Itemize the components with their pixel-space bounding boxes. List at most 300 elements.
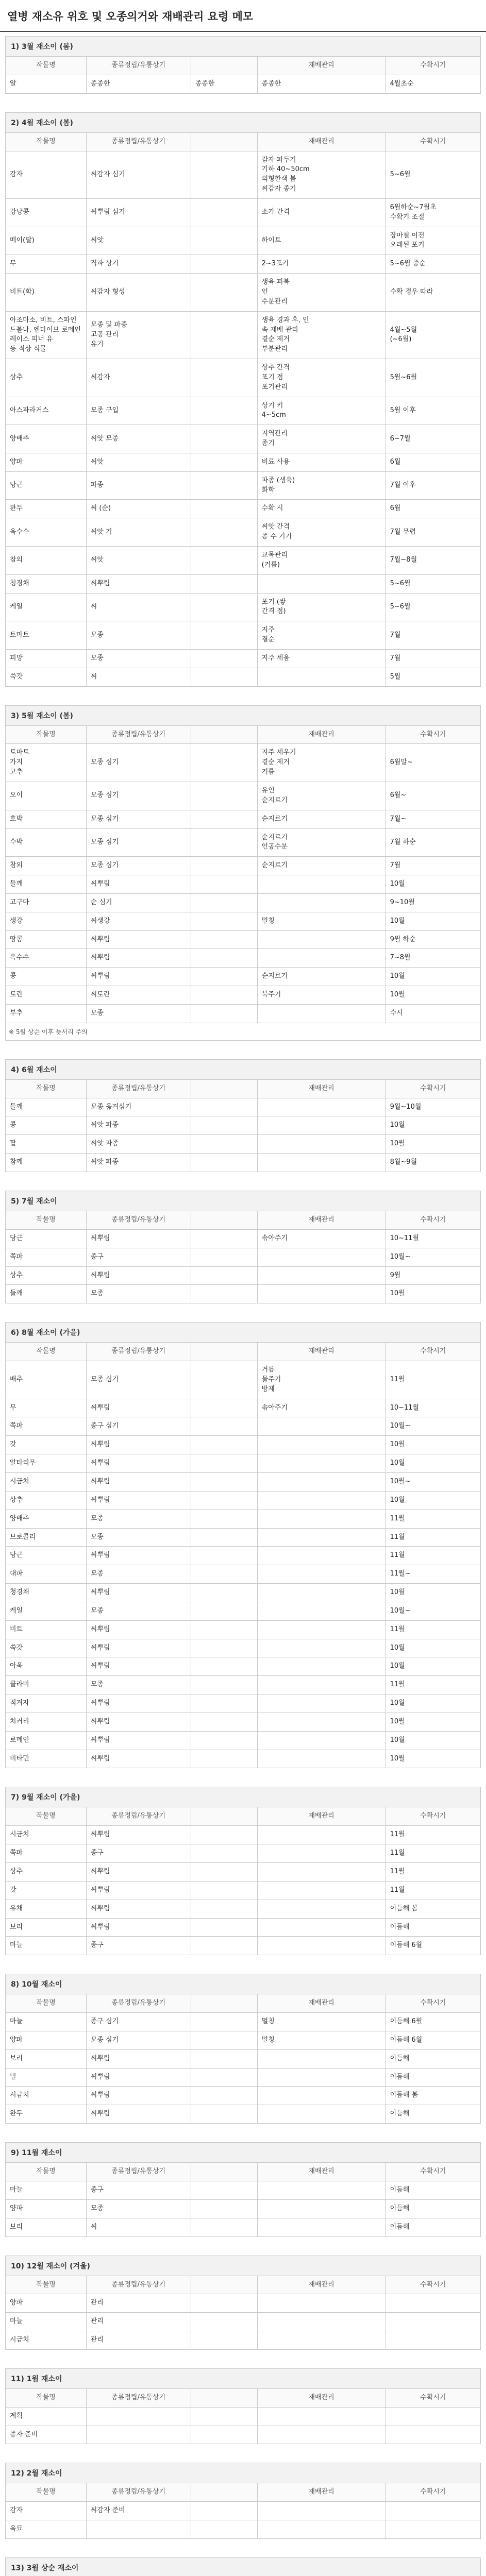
table-cell: 파종 [86,471,191,500]
column-header: 재배관리 [257,1079,386,1098]
table-cell: 5~6월 [386,593,480,621]
table-cell: 종구 [86,1248,191,1266]
table-cell: 이듬해 [386,1918,480,1937]
column-header: 작물명 [6,1343,87,1361]
table-cell [191,2068,257,2087]
column-header: 재배관리 [257,57,386,75]
table-row [6,1266,481,1285]
table-row [6,453,481,471]
table-cell: 모종 구입 [86,397,191,425]
table-cell: 이듬해 [386,2105,480,2124]
crop-name-cell: 참외 [6,857,87,875]
table-cell [191,1918,257,1937]
table-cell [257,1135,386,1154]
column-header: 종류정립/유통상기 [86,57,191,75]
crop-name-cell: 무 [6,255,87,274]
crop-name-cell: 치커리 [6,1713,87,1731]
table-row [6,1694,481,1713]
table-cell: 씨뿌림 [86,1472,191,1491]
table-cell: 하이트 [257,227,386,255]
section [5,1974,481,2124]
section-table [5,1807,481,1955]
table-row [6,151,481,198]
table-cell: 씨뿌림 [86,1436,191,1454]
column-header: 종류정립/유통상기 [86,2388,191,2407]
table-cell [386,2407,480,2426]
table-cell [191,668,257,686]
table-row [6,359,481,397]
table-cell [191,1547,257,1565]
table-row [6,1918,481,1937]
table-cell [191,986,257,1005]
table-cell [191,621,257,650]
table-cell [191,2426,257,2444]
table-cell: 씨앗 [86,453,191,471]
table-cell [191,1694,257,1713]
table-cell: 11월 [386,1881,480,1900]
table-cell: 모종 옮겨심기 [86,1098,191,1116]
table-row [6,2294,481,2313]
table-cell: 10월 [386,1750,480,1768]
table-cell: 10월 [386,1731,480,1750]
table-cell: 수확 경우 따라 [386,274,480,312]
header-row [6,2388,481,2407]
header-row [6,1211,481,1230]
table-cell: 모종 [86,1602,191,1620]
table-cell: 4월초순 [386,75,480,93]
table-row [6,2087,481,2105]
crop-name-cell: 참깨 [6,1154,87,1172]
table-cell: 모종 [86,1528,191,1547]
column-header: 재배관리 [257,1211,386,1230]
table-cell [257,930,386,949]
table-cell: 11월 [386,1620,480,1639]
table-row [6,2520,481,2539]
table-cell: 이듬해 [386,2218,480,2236]
crop-name-cell: 메이(딸) [6,227,87,255]
table-cell: 관리 [86,2331,191,2350]
table-cell: 종종한 [191,75,257,93]
crop-name-cell: 케일 [6,593,87,621]
crop-name-cell: 양배추 [6,425,87,453]
table-cell [257,2181,386,2199]
table-cell: 9월 [386,1266,480,1285]
column-header: 종류정립/유통상기 [86,1211,191,1230]
table-cell [257,1266,386,1285]
table-cell: 모종 [86,649,191,668]
table-cell: 10월~ [386,1417,480,1436]
table-cell [191,1565,257,1584]
table-row [6,2181,481,2199]
crop-name-cell: 밀 [6,2068,87,2087]
table-cell: 종구 심기 [86,1417,191,1436]
table-cell [257,668,386,686]
table-cell: 상추 간격 포기 점 포기관리 [257,359,386,397]
table-cell: 10월 [386,1639,480,1657]
table-cell: 멀칭 [257,2013,386,2031]
table-row [6,1900,481,1918]
table-cell: 씨뿌림 [86,1826,191,1844]
crop-name-cell: 시금치 [6,2087,87,2105]
header-row [6,1079,481,1098]
table-cell: 10월 [386,1454,480,1473]
table-cell: 모종 [86,2199,191,2218]
table-cell [191,453,257,471]
column-header: 수확시기 [386,132,480,151]
table-row [6,968,481,986]
table-cell [257,1098,386,1116]
crop-name-cell: 케일 [6,1602,87,1620]
table-cell [257,1116,386,1135]
table-cell [191,857,257,875]
table-cell [191,649,257,668]
table-cell [191,1098,257,1116]
table-cell: 7월~ [386,810,480,828]
column-header: 수확시기 [386,2483,480,2502]
table-cell: 씨뿌림 [86,1620,191,1639]
column-header: 작물명 [6,1994,87,2013]
table-cell: 10월 [386,1135,480,1154]
crop-name-cell: 보리 [6,2218,87,2236]
table-cell: 순지르기 인공수분 [257,828,386,857]
table-cell [191,1436,257,1454]
table-cell [257,1154,386,1172]
table-row [6,2331,481,2350]
table-cell: 이듬해 6월 [386,1937,480,1955]
crop-name-cell: 알 [6,75,87,93]
table-cell: 씨뿌림 [86,2068,191,2087]
table-cell [191,1602,257,1620]
section-title: 5) 7월 재소이 [5,1191,481,1211]
table-row [6,227,481,255]
table-cell: 종구 [86,1937,191,1955]
table-cell [257,2049,386,2068]
table-cell [191,1584,257,1602]
table-cell: 10월 [386,1491,480,1510]
table-row [6,986,481,1005]
table-cell: 씨앗 [86,547,191,575]
table-cell [191,2105,257,2124]
table-cell: 이듬해 봄 [386,1900,480,1918]
crop-name-cell: 들깨 [6,875,87,894]
table-cell [257,1510,386,1528]
header-row [6,2483,481,2502]
table-cell: 비료 사용 [257,453,386,471]
table-row [6,857,481,875]
crop-name-cell: 마늘 [6,2181,87,2199]
crop-name-cell: 브로콜리 [6,1528,87,1547]
table-cell: 종구 [86,2181,191,2199]
table-cell [257,1584,386,1602]
table-cell [191,274,257,312]
table-cell: 솎아주기 [257,1229,386,1248]
table-cell: 10월 [386,1694,480,1713]
table-row [6,1135,481,1154]
section-title: 4) 6월 재소이 [5,1059,481,1079]
table-cell [257,1863,386,1882]
column-header: 종류정립/유통상기 [86,1807,191,1826]
section-table [5,2388,481,2445]
column-header: 재배관리 [257,1343,386,1361]
crop-name-cell: 호박 [6,810,87,828]
table-cell [191,2087,257,2105]
table-cell: 10월~ [386,1602,480,1620]
table-row [6,255,481,274]
table-cell: 7월~8월 [386,547,480,575]
table-cell [257,1417,386,1436]
table-row [6,2502,481,2520]
crop-name-cell: 쑥갓 [6,668,87,686]
header-row [6,132,481,151]
table-cell [191,2013,257,2031]
table-cell [191,500,257,518]
table-cell: 11월 [386,1510,480,1528]
table-cell: 7월 이후 [386,471,480,500]
table-row [6,2031,481,2049]
table-cell [257,1620,386,1639]
table-cell [191,1266,257,1285]
table-cell: 씨뿌림 [86,1713,191,1731]
table-cell [191,359,257,397]
table-cell: 모종 [86,1676,191,1694]
table-cell [257,1528,386,1547]
table-cell [191,1657,257,1676]
table-cell: 지주 곁순 [257,621,386,650]
table-cell [191,227,257,255]
crop-name-cell: 쪽파 [6,1417,87,1436]
crop-name-cell: 양파 [6,453,87,471]
table-cell: 모종 심기 [86,744,191,782]
table-cell: 씨감자 심기 [86,151,191,198]
crop-name-cell: 수박 [6,828,87,857]
table-cell [191,1399,257,1417]
column-header: 수확시기 [386,1994,480,2013]
table-row [6,1826,481,1844]
crop-name-cell: 쪽파 [6,1844,87,1863]
table-cell [257,1639,386,1657]
section [5,1059,481,1172]
crop-name-cell: 쑥갓 [6,1639,87,1657]
table-cell [191,2331,257,2350]
table-cell [191,1135,257,1154]
column-header: 재배관리 [257,132,386,151]
table-row [6,1098,481,1116]
table-cell: 씨앗 간격 종 수 기기 [257,518,386,547]
table-cell: 모종 및 파종 고공 관리 유기 [86,311,191,359]
table-cell [257,1676,386,1694]
table-cell: 10~11월 [386,1229,480,1248]
crop-name-cell: 감자 [6,151,87,198]
table-cell: 이듬해 6월 [386,2031,480,2049]
table-cell: 7~8월 [386,949,480,968]
table-row [6,1639,481,1657]
table-cell: 6월하순~7월초 수확기 조절 [386,198,480,227]
table-cell: 이듬해 [386,2199,480,2218]
table-row [6,1844,481,1863]
header-row [6,725,481,744]
table-cell: 11월 [386,1676,480,1694]
table-cell: 북주기 [257,986,386,1005]
table-cell [191,1472,257,1491]
column-header: 수확시기 [386,1343,480,1361]
table-cell: 10월 [386,1657,480,1676]
column-header: 수확시기 [386,2163,480,2181]
table-cell: 4월~5월 (~6월) [386,311,480,359]
crop-name-cell: 당근 [6,1229,87,1248]
crop-name-cell: 들깨 [6,1285,87,1303]
table-cell: 씨앗 기 [86,518,191,547]
table-cell: 10월 [386,1285,480,1303]
table-cell [257,1565,386,1584]
table-cell [191,1713,257,1731]
table-cell [257,2313,386,2331]
table-row [6,1528,481,1547]
column-header: 종류정립/유통상기 [86,132,191,151]
crop-name-cell: 갓 [6,1881,87,1900]
section-table [5,725,481,1023]
table-row [6,912,481,930]
table-cell: 멀칭 [257,2031,386,2049]
table-cell: 씨뿌림 [86,1639,191,1657]
table-cell [191,198,257,227]
column-header: 재배관리 [257,1807,386,1826]
table-cell: 씨뿌림 [86,2087,191,2105]
table-cell: 9월 하순 [386,930,480,949]
table-row [6,1750,481,1768]
table-row [6,1454,481,1473]
column-header: 작물명 [6,1807,87,1826]
table-cell [257,1918,386,1937]
table-row [6,500,481,518]
crop-name-cell: 생강 [6,912,87,930]
table-row [6,1713,481,1731]
table-cell [257,2087,386,2105]
table-cell: 씨뿌림 [86,1584,191,1602]
table-row [6,198,481,227]
table-cell [191,2031,257,2049]
table-cell: 모종 [86,1285,191,1303]
column-header: 재배관리 [257,2388,386,2407]
table-cell [257,1731,386,1750]
table-cell [257,1547,386,1565]
table-cell: 씨뿌림 [86,1229,191,1248]
table-cell [191,782,257,810]
table-cell [191,1491,257,1510]
section-table [5,1211,481,1303]
table-cell: 씨뿌림 [86,1750,191,1768]
table-cell: 씨뿌림 [86,1918,191,1937]
table-cell: 교목관리 (거름) [257,547,386,575]
column-header [191,2483,257,2502]
table-cell: 8월~9월 [386,1154,480,1172]
table-cell: 6~7월 [386,425,480,453]
table-cell [191,1900,257,1918]
table-cell: 유인 순지르기 [257,782,386,810]
table-row [6,1565,481,1584]
table-row [6,518,481,547]
table-cell: 씨 [86,2218,191,2236]
table-cell [191,1937,257,1955]
table-row [6,1229,481,1248]
table-cell: 씨감자 형성 [86,274,191,312]
crop-name-cell: 고구마 [6,893,87,912]
crop-name-cell: 콜라비 [6,1676,87,1694]
crop-name-cell: 청경채 [6,574,87,593]
table-row [6,1510,481,1528]
table-cell: 11월 [386,1528,480,1547]
column-header [191,2388,257,2407]
table-cell: 5월 [386,668,480,686]
header-row [6,1343,481,1361]
table-cell: 5월 이후 [386,397,480,425]
column-header: 수확시기 [386,1079,480,1098]
table-cell: 9월~10월 [386,1098,480,1116]
table-cell: 10월 [386,1436,480,1454]
crop-name-cell: 들깨 [6,1098,87,1116]
column-header [191,1079,257,1098]
column-header: 작물명 [6,1079,87,1098]
column-header [191,132,257,151]
table-cell: 이듬해 [386,2049,480,2068]
column-header: 종류정립/유통상기 [86,2163,191,2181]
crop-name-cell: 상추 [6,1491,87,1510]
section-title: 8) 10월 재소이 [5,1974,481,1994]
table-row [6,1417,481,1436]
table-cell: 씨감자 [86,359,191,397]
table-row [6,1547,481,1565]
header-row [6,1807,481,1826]
crop-name-cell: 토마토 [6,621,87,650]
crop-name-cell: 콩 [6,1116,87,1135]
table-row [6,1881,481,1900]
crop-name-cell: 상추 [6,1266,87,1285]
section-table [5,1342,481,1768]
section-note: ※ 5월 상순 이후 늦서리 주의 [5,1023,481,1041]
table-cell [191,2313,257,2331]
table-cell [257,1937,386,1955]
table-cell [191,810,257,828]
table-cell: 이듬해 6월 [386,2013,480,2031]
table-cell [191,1826,257,1844]
table-cell: 씨뿌림 [86,1454,191,1473]
crop-name-cell: 부추 [6,1004,87,1023]
table-cell: 5~6월 중순 [386,255,480,274]
crop-name-cell: 참외 [6,547,87,575]
table-cell: 11월~ [386,1565,480,1584]
table-cell: 씨앗 모종 [86,425,191,453]
table-cell: 상기 키 4~5cm [257,397,386,425]
column-header: 작물명 [6,2276,87,2294]
table-cell: 종구 심기 [86,2013,191,2031]
table-cell: 수확 시 [257,500,386,518]
section-title: 12) 2월 재소이 [5,2463,481,2483]
table-cell: 씨앗 파종 [86,1135,191,1154]
table-cell: 씨감자 준비 [86,2502,191,2520]
table-row [6,782,481,810]
crop-name-cell: 상추 [6,359,87,397]
table-cell: 2~3포기 [257,255,386,274]
table-cell [191,471,257,500]
section-title: 10) 12월 재소이 (겨울) [5,2256,481,2276]
column-header: 작물명 [6,2163,87,2181]
table-cell: 씨 (순) [86,500,191,518]
column-header: 수확시기 [386,1211,480,1230]
table-cell: 씨뿌림 [86,949,191,968]
table-cell: 파종 (생육) 화학 [257,471,386,500]
crop-name-cell: 로메인 [6,1731,87,1750]
table-row [6,1620,481,1639]
crop-name-cell: 아스파라거스 [6,397,87,425]
